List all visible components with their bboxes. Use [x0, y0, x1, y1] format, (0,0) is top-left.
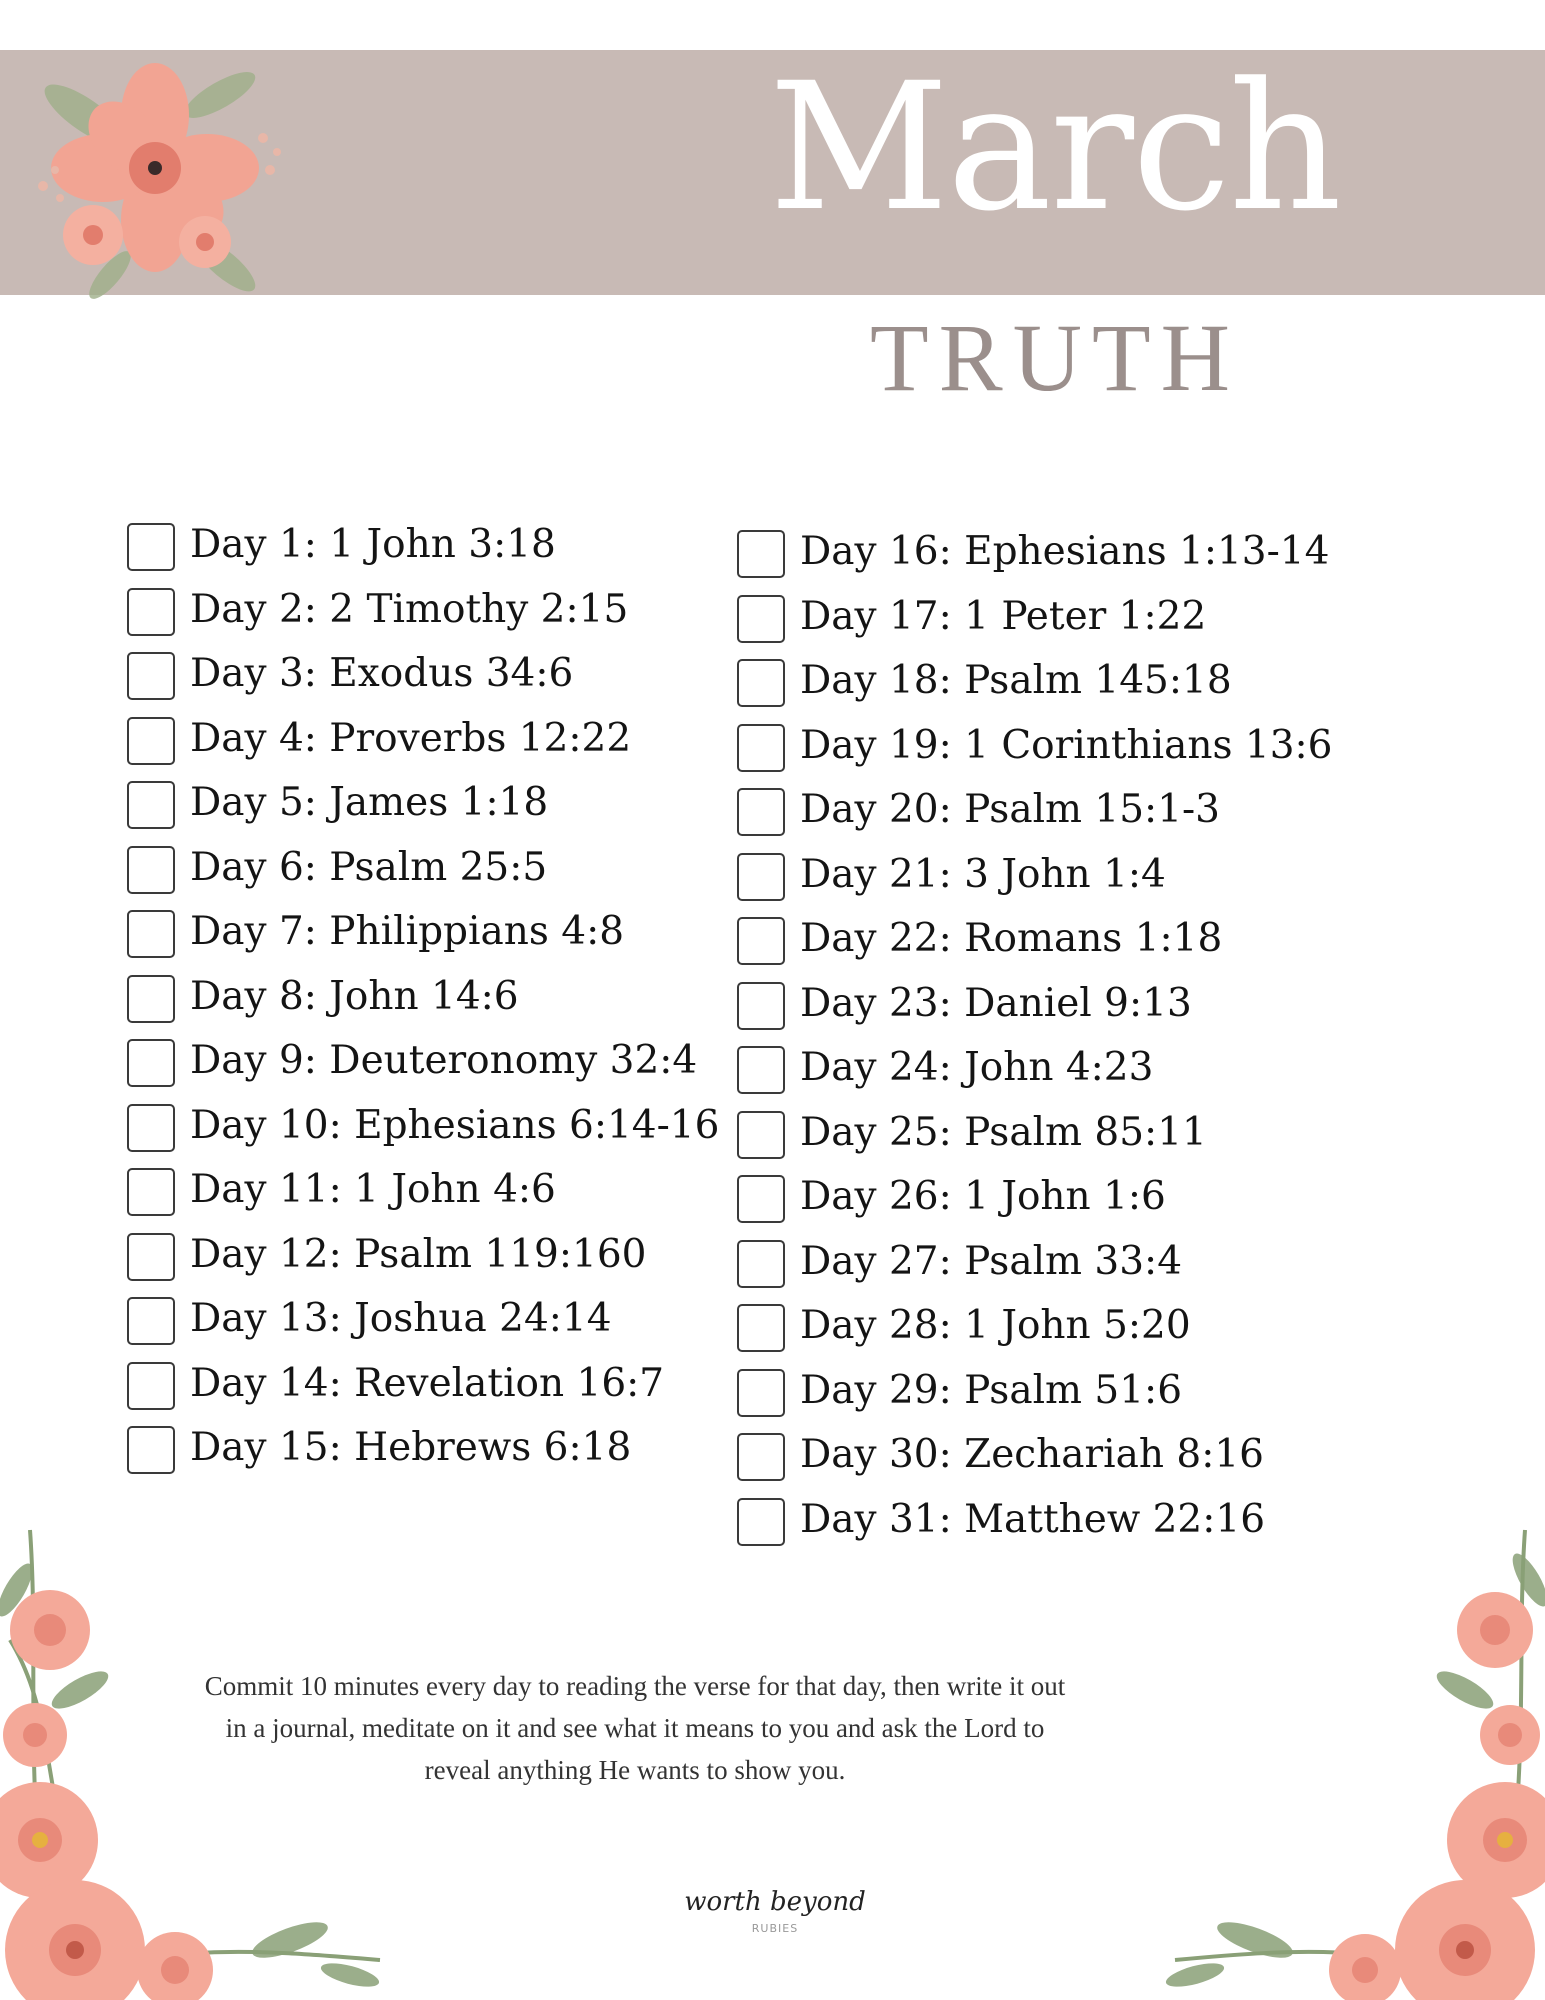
reading-checkbox[interactable]	[737, 1175, 785, 1223]
reading-checkbox[interactable]	[127, 1168, 175, 1216]
reading-checkbox[interactable]	[127, 975, 175, 1023]
reading-checkbox[interactable]	[127, 1297, 175, 1345]
reading-item	[735, 1043, 1335, 1108]
reading-item	[735, 1430, 1335, 1495]
reading-item	[125, 585, 725, 650]
reading-checkbox[interactable]	[127, 652, 175, 700]
reading-label: Day 12: Psalm 119:160	[190, 1231, 647, 1277]
reading-label: Day 16: Ephesians 1:13-14	[800, 529, 1330, 574]
instructions-line: in a journal, meditate on it and see what it means to you and ask the Lord to	[225, 1713, 1045, 1743]
floral-corner-bottom-right	[1165, 1520, 1545, 2000]
reading-label: Day 28: 1 John 5:20	[800, 1303, 1191, 1348]
reading-list-right	[735, 527, 1335, 1559]
reading-label: Day 21: 3 John 1:4	[800, 851, 1166, 897]
reading-label: Day 24: John 4:23	[800, 1045, 1154, 1090]
reading-item	[125, 1036, 725, 1101]
reading-label: Day 25: Psalm 85:11	[800, 1109, 1207, 1155]
reading-label: Day 27: Psalm 33:4	[800, 1238, 1183, 1284]
reading-label: Day 23: Daniel 9:13	[800, 980, 1192, 1026]
reading-item	[125, 1101, 725, 1166]
reading-label: Day 20: Psalm 15:1-3	[800, 787, 1220, 832]
reading-label: Day 13: Joshua 24:14	[190, 1296, 612, 1341]
reading-item	[735, 1172, 1335, 1237]
reading-label: Day 29: Psalm 51:6	[800, 1367, 1183, 1413]
reading-label: Day 30: Zechariah 8:16	[800, 1432, 1264, 1477]
reading-item	[735, 1237, 1335, 1302]
reading-label: Day 11: 1 John 4:6	[190, 1167, 556, 1212]
floral-corner-bottom-left	[0, 1520, 390, 2000]
reading-checkbox[interactable]	[127, 523, 175, 571]
reading-label: Day 22: Romans 1:18	[800, 916, 1223, 961]
reading-checkbox[interactable]	[737, 595, 785, 643]
reading-checkbox[interactable]	[737, 788, 785, 836]
reading-item	[735, 1301, 1335, 1366]
instructions-line: Commit 10 minutes every day to reading the verse for that day, then write it out	[204, 1671, 1066, 1701]
reading-label: Day 3: Exodus 34:6	[190, 651, 574, 696]
reading-checkbox[interactable]	[737, 1369, 785, 1417]
reading-label: Day 26: 1 John 1:6	[800, 1174, 1166, 1219]
logo-small: RUBIES	[751, 1922, 799, 1935]
floral-corner-top-left	[15, 20, 300, 320]
reading-label: Day 8: John 14:6	[190, 973, 519, 1019]
reading-label: Day 10: Ephesians 6:14-16	[190, 1102, 720, 1148]
reading-label: Day 19: 1 Corinthians 13:6	[800, 722, 1333, 768]
reading-item	[735, 850, 1335, 915]
reading-item	[125, 520, 725, 585]
reading-label: Day 18: Psalm 145:18	[800, 658, 1232, 703]
reading-checkbox[interactable]	[127, 846, 175, 894]
reading-checkbox[interactable]	[737, 1111, 785, 1159]
theme-title: TRUTH	[870, 304, 1240, 411]
reading-item	[125, 1165, 725, 1230]
reading-item	[125, 1359, 725, 1424]
roses	[1329, 1592, 1545, 2000]
roses	[0, 1590, 213, 2000]
reading-item	[735, 592, 1335, 657]
reading-checkbox[interactable]	[127, 717, 175, 765]
reading-item	[125, 1294, 725, 1359]
reading-checkbox[interactable]	[737, 982, 785, 1030]
reading-label: Day 2: 2 Timothy 2:15	[190, 586, 629, 632]
reading-checkbox[interactable]	[127, 1039, 175, 1087]
reading-checkbox[interactable]	[737, 1433, 785, 1481]
reading-item	[125, 649, 725, 714]
reading-label: Day 1: 1 John 3:18	[190, 522, 556, 567]
reading-item	[125, 1230, 725, 1295]
reading-item	[735, 1366, 1335, 1431]
reading-checkbox[interactable]	[737, 853, 785, 901]
reading-label: Day 6: Psalm 25:5	[190, 844, 548, 890]
reading-item	[125, 843, 725, 908]
reading-item	[735, 785, 1335, 850]
reading-item	[735, 527, 1335, 592]
reading-checkbox[interactable]	[127, 588, 175, 636]
instructions-line: reveal anything He wants to show you.	[424, 1755, 846, 1785]
reading-item	[735, 914, 1335, 979]
reading-checkbox[interactable]	[127, 1426, 175, 1474]
reading-item	[735, 979, 1335, 1044]
reading-checkbox[interactable]	[127, 781, 175, 829]
reading-item	[735, 656, 1335, 721]
reading-checkbox[interactable]	[737, 1046, 785, 1094]
reading-checkbox[interactable]	[737, 530, 785, 578]
reading-item	[125, 907, 725, 972]
reading-checkbox[interactable]	[737, 917, 785, 965]
reading-item	[735, 1108, 1335, 1173]
reading-checkbox[interactable]	[127, 1362, 175, 1410]
reading-checkbox[interactable]	[127, 1233, 175, 1281]
logo-script: worth beyond	[684, 1887, 866, 1917]
reading-label: Day 17: 1 Peter 1:22	[800, 593, 1207, 639]
reading-checkbox[interactable]	[737, 1498, 785, 1546]
reading-list-left	[125, 520, 725, 1488]
reading-label: Day 5: James 1:18	[190, 780, 549, 825]
reading-item	[125, 714, 725, 779]
reading-checkbox[interactable]	[737, 1304, 785, 1352]
brand-logo	[684, 1880, 866, 1940]
reading-item	[735, 721, 1335, 786]
reading-label: Day 9: Deuteronomy 32:4	[190, 1038, 698, 1083]
reading-label: Day 4: Proverbs 12:22	[190, 715, 632, 761]
reading-checkbox[interactable]	[127, 910, 175, 958]
reading-checkbox[interactable]	[737, 1240, 785, 1288]
reading-label: Day 7: Philippians 4:8	[190, 909, 625, 954]
reading-item	[125, 972, 725, 1037]
reading-item	[125, 1423, 725, 1488]
reading-checkbox[interactable]	[127, 1104, 175, 1152]
month-title: March	[768, 45, 1340, 250]
reading-checkbox[interactable]	[737, 724, 785, 772]
reading-label: Day 15: Hebrews 6:18	[190, 1425, 632, 1470]
reading-label: Day 14: Revelation 16:7	[190, 1360, 665, 1406]
reading-item	[125, 778, 725, 843]
reading-label: Day 31: Matthew 22:16	[800, 1496, 1266, 1542]
reading-checkbox[interactable]	[737, 659, 785, 707]
